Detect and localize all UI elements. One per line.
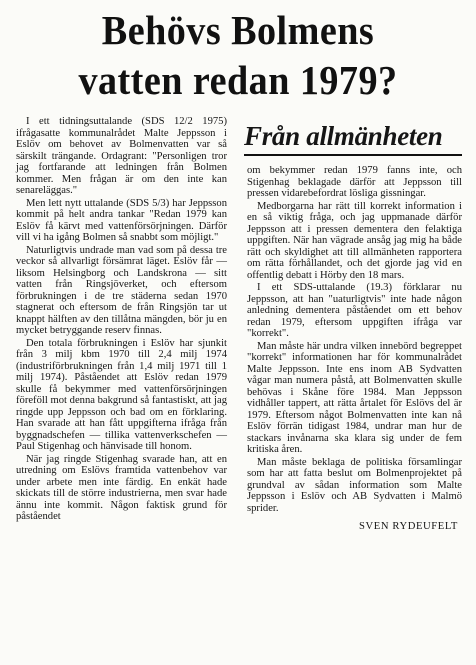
paragraph: Man måste beklaga de politiska församlingar som har att fatta beslut om Bolmenprojektet på grundval av sådan information som Malte Jeppsson i Eslöv och AB Sydvatten i Malmö sprider. xyxy=(247,456,462,514)
paragraph: Medborgarna har rätt till korrekt information i en så viktig fråga, och jag uppmanade därför Jeppsson att i pressen dementera den felaktiga uppgiften. När han vägrade ansåg jag mig ha både rätt och skyldighet att till allmänheten rapportera om rätta förhållandet, och det gjorde jag vid en offentlig debatt i Hörby den 18 mars. xyxy=(247,200,462,281)
section-rubric: Från allmänheten xyxy=(244,120,462,156)
headline-line-2: vatten redan 1979? xyxy=(78,57,398,103)
paragraph: om bekymmer redan 1979 fanns inte, och Stigenhag beklagade därför att Jeppsson till pressen vidarebefordrat lösliga gissningar. xyxy=(247,165,462,199)
paragraph: Den totala förbrukningen i Eslöv har sjunkit från 3 milj kbm 1970 till 2,4 milj 1974 (industriförbrukningen från 1,4 milj 1971 till 1 milj 1974). Påståendet att Eslöv redan 1979 skulle få bekymmer med vattenförsörjningen föreföll mot denna bakgrund så fantastiskt, att jag ringde upp Jeppsson och bad om en förklaring. Han svarade att han fått uppgifterna ifråga från byggnadschefen — tillika vattenverkschefen — Paul Stigenhag och hänvisade till honom. xyxy=(16,337,227,452)
paragraph: Man måste här undra vilken innebörd begreppet "korrekt" informationen har för kommunalrådet Malte Jeppsson. Inte ens inom AB Sydvatten vågar man numera påstå, att Bolmenvatten skulle behövas i Skåne före 1984. Man Jeppsson vidhåller tappert, att rätta årtalet för Eslövs del är 1979. Eftersom något Bolmenvatten inte kan nå Eslöv förrän tidigast 1984, undrar man hur de stackars invånarna ska klara sig under de fem kritiska åren. xyxy=(247,340,462,455)
paragraph: Naturligtvis undrade man vad som på dessa tre veckor så allvarligt försämrat läget. Eslöv får — liksom Helsingborg och Landskrona — sitt vatten från Ringsjöverket, och eftersom förbrukningen i de tre städerna sedan 1970 stagnerat och eftersom de från Ringsjön tar ut knappt hälften av den tillåtna mängden, bör ju en mycket betryggande reserv finnas. xyxy=(16,244,227,336)
right-column xyxy=(247,165,462,533)
paragraph: I ett tidningsuttalande (SDS 12/2 1975) ifrågasatte kommunalrådet Malte Jeppsson i Eslöv om behovet av Bolmenvatten var så särskilt trängande. Ordagrant: "Personligen tror jag fortfarande att ledningen från Bolmen kommer. Men frågan är om den inte kan senareläggas." xyxy=(16,116,227,196)
left-column xyxy=(16,116,227,523)
author-signature: SVEN RYDEUFELT xyxy=(359,521,458,532)
paragraph: När jag ringde Stigenhag svarade han, att en utredning om Eslövs framtida vattenbehov var under arbete men inte färdig. En enkät hade skickats till de större industrierna, men svar hade ännu inte kommit. Någon faktisk grund för påståendet xyxy=(16,453,227,522)
headline-line-1: Behövs Bolmens xyxy=(101,7,375,53)
paragraph: I ett SDS-uttalande (19.3) förklarar nu Jeppsson, att han "uaturligtvis" inte hade någon anledning dementera påståendet om ett behov redan 1979, eftersom uppgiften ifråga var "korrekt". xyxy=(247,282,462,339)
paragraph: Men lett nytt uttalande (SDS 5/3) har Jeppsson kommit på helt andra tankar "Redan 1979 kan Eslöv få kärvt med vattenförsörjningen. Därför vill vi ha igång Bolmen så snabbt som möjligt." xyxy=(16,197,227,243)
